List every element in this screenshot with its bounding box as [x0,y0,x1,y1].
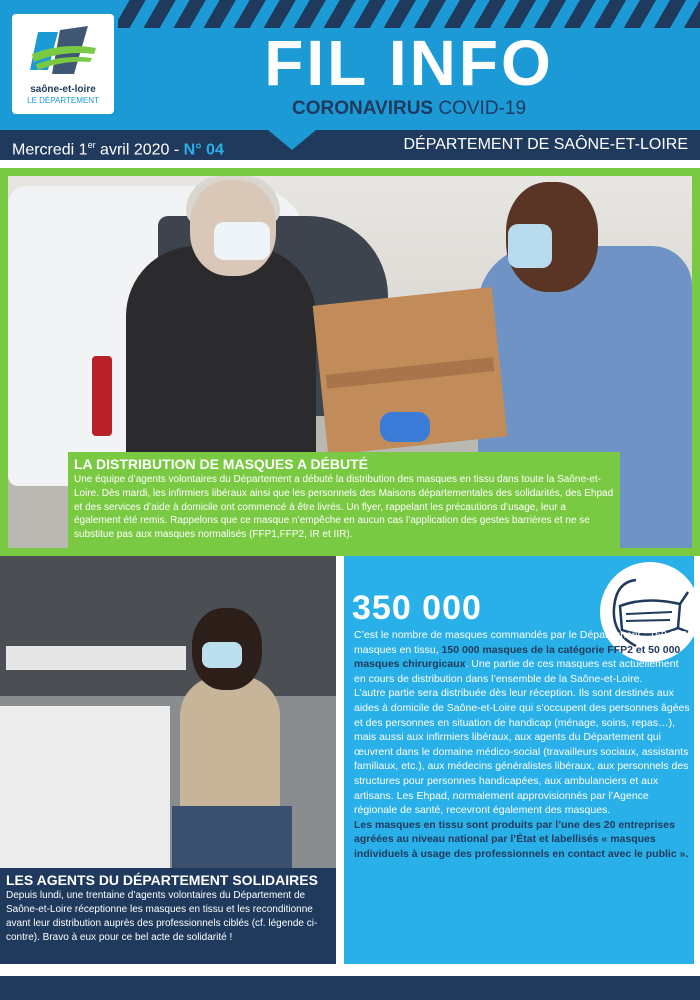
department-logo-icon [28,24,98,78]
footer-bar [0,976,700,1000]
distribution-article-title: LA DISTRIBUTION DE MASQUES A DÉBUTÉ [74,456,369,472]
issue-date [12,135,224,160]
issue-number: N° 04 [183,141,224,159]
logo-subtitle: LE DÉPARTEMENT [27,96,99,105]
newsletter-title: FIL INFO [264,27,554,99]
subtitle-strong: CORONAVIRUS [291,98,434,119]
stats-paragraph-3: Les masques en tissu sont produits par l’une des 20 entreprises agréées au niveau national par l’État et labellisés « masques individuels à usage des professionnels en contact avec le public ». [354,818,689,860]
stats-paragraph-1 [354,628,690,686]
subtitle-light: COVID-19 [433,98,527,119]
date-part-b: avril 2020 - [95,141,184,159]
date-superscript: er [87,140,96,150]
agents-article-body: Depuis lundi, une trentaine d’agents volontaires du Département de Saône-et-Loire réceptionne les masques en tissu et les reconditionne avant leur distribution auprès des professionnels ciblés (cf. légende ci-contre). Bravo à eux pour ce bel acte de solidarité ! [6,890,318,943]
newsletter-subtitle [118,97,700,121]
department-name: DÉPARTEMENT DE SAÔNE-ET-LOIRE [403,136,688,153]
distribution-article [68,452,620,548]
stats-paragraph-2: L’autre partie sera distribuée dès leur réception. Ils sont destinés aux aides à domicile de Saône-et-Loire qui s’occupent des personnes âgées et des personnes en situation de handicap (ménage, soins, repas…), mais aussi aux infirmiers libéraux, aux agents du Département qui œuvrent dans le domaine médico-social (travailleurs sociaux, assistants familiaux, etc.), aux médecins généralistes libéraux, aux personnels des structures pour personnes handicapées, aux ambulanciers et aux artisans. Les Ehpad, normalement approvisionnés par l’Agence régionale de santé, recevront également des masques. [354,687,690,817]
date-bar [0,130,700,160]
date-part-a: Mercredi 1 [12,141,88,159]
agents-article-title: LES AGENTS DU DÉPARTEMENT SOLIDAIRES [6,872,318,888]
volunteers-photo [0,556,336,868]
header-banner [0,0,700,130]
masks-stats-text [354,628,690,862]
stats-p1-strong: 150 000 masques de la catégorie FFP2 et 50 000 masques chirurgicaux [354,643,681,671]
agents-article [0,868,336,964]
department-logo[interactable] [12,14,114,114]
stats-p1-b: . Une partie de ces masques est actuellement en cours de distribution dans l’ensemble de la Saône-et-Loire. [354,658,679,685]
stats-p1-a: C’est le nombre de masques commandés par le Département : 150 000 masques en tissu, [354,629,688,656]
masks-total: 350 000 [352,589,482,627]
logo-name: saône-et-loire [30,84,96,95]
distribution-article-body: Une équipe d’agents volontaires du Département a débuté la distribution des masques en tissu dans toute la Saône-et-Loire. Dès mardi, les infirmiers libéraux ainsi que les personnels des Maisons départementales des solidarités, des Ehpad et des services d’aide à domicile ont commencé à être livrés. Un flyer, rappelant les précautions d’usage, leur a également été remis. Rappelons que ce masque n’empêche en aucun cas l’application des gestes barrières et ne se substitue pas aux masques normalisés (FFP1,FFP2, IR et IIR). [74,474,614,541]
header-stripes [118,0,700,28]
header-pointer [268,130,316,150]
